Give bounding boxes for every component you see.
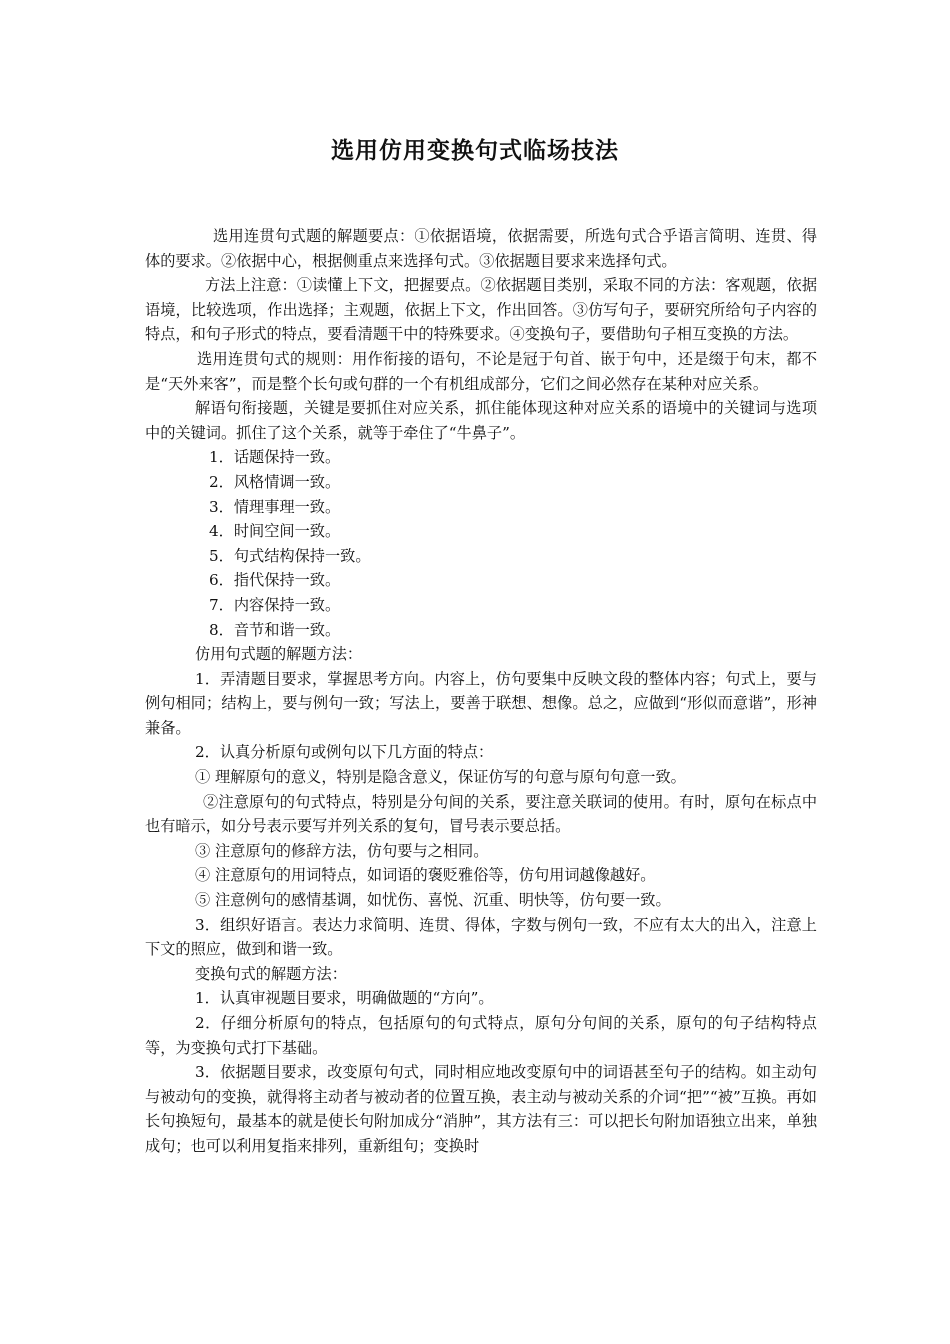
imitation-method-2: 2．认真分析原句或例句以下几方面的特点： xyxy=(195,743,494,762)
paragraph-coherence-rules: 选用连贯句式的规则：用作衔接的语句，不论是冠于句首、嵌于句中，还是缀于句末，都不是“天外来客”，而是整个长句或句群的一个有机组成部分，它们之间必然存在某种对应关系。 xyxy=(145,349,817,393)
document-title: 选用仿用变换句式临场技法 xyxy=(331,138,619,164)
imitation-method-3: 3．组织好语言。表达力求简明、连贯、得体，字数与例句一致，不应有太大的出入，注意上下文的照应，做到和谐一致。 xyxy=(145,915,817,959)
paragraph-method-notes: 方法上注意：①读懂上下文，把握要点。②依据题目类别，采取不同的方法：客观题，依据语境，比较选项，作出选择；主观题，依据上下文，作出回答。③仿写句子，要研究所给句子内容的特点，和句子形式的特点，要看清题干中的特殊要求。④变换句子，要借助句子相互变换的方法。 xyxy=(145,276,817,344)
transform-method-2: 2．仔细分析原句的特点，包括原句的句式特点，原句分句间的关系，原句的句子结构特点等，为变换句式打下基础。 xyxy=(145,1014,817,1057)
list-item: 2．风格情调一致。 xyxy=(209,472,341,491)
imitation-point-5: ⑤ 注意例句的感情基调，如忧伤、喜悦、沉重、明快等，仿句要一致。 xyxy=(195,891,671,910)
document-body xyxy=(145,224,817,1159)
rules-list xyxy=(145,445,817,642)
list-item: 7．内容保持一致。 xyxy=(209,595,341,614)
list-item: 8．音节和谐一致。 xyxy=(209,620,341,639)
transform-method-3: 3．依据题目要求，改变原句句式，同时相应地改变原句中的词语甚至句子的结构。如主动句与被动句的变换，就得将主动者与被动者的位置互换，表主动与被动关系的介词“把”“被”互换。再如长句换短句，最基本的就是使长句附加成分“消肿”，其方法有三：可以把长句附加语独立出来，单独成句；也可以利用复指来排列，重新组句；变换时 xyxy=(145,1063,817,1155)
list-item: 3．情理事理一致。 xyxy=(209,497,341,516)
imitation-point-2: ②注意原句的句式特点，特别是分句间的关系，要注意关联词的使用。有时，原句在标点中也有暗示，如分号表示要写并列关系的复句，冒号表示要总括。 xyxy=(145,792,817,836)
paragraph-cohesion-key: 解语句衔接题，关键是要抓住对应关系，抓住能体现这种对应关系的语境中的关键词与选项中的关键词。抓住了这个关系，就等于牵住了“牛鼻子”。 xyxy=(145,399,817,442)
transform-method-1: 1．认真审视题目要求，明确做题的“方向”。 xyxy=(195,989,494,1008)
list-item: 6．指代保持一致。 xyxy=(209,571,341,590)
imitation-heading: 仿用句式题的解题方法： xyxy=(195,645,363,664)
imitation-method-1: 1．弄清题目要求，掌握思考方向。内容上，仿句要集中反映文段的整体内容；句式上，要与例句相同；结构上，要与例句一致；写法上，要善于联想、想像。总之，应做到“形似而意谐”，形神兼备。 xyxy=(145,669,817,737)
imitation-point-1: ① 理解原句的意义，特别是隐含意义，保证仿写的句意与原句句意一致。 xyxy=(195,768,686,787)
paragraph-key-points: 选用连贯句式题的解题要点：①依据语境，依据需要，所选句式合乎语言简明、连贯、得体的要求。②依据中心，根据侧重点来选择句式。③依据题目要求来选择句式。 xyxy=(145,227,817,270)
imitation-point-4: ④ 注意原句的用词特点，如词语的褒贬雅俗等，仿句用词越像越好。 xyxy=(195,866,656,885)
imitation-point-3: ③ 注意原句的修辞方法，仿句要与之相同。 xyxy=(195,841,489,860)
list-item: 4．时间空间一致。 xyxy=(209,522,341,541)
list-item: 5．句式结构保持一致。 xyxy=(209,546,371,565)
list-item: 1．话题保持一致。 xyxy=(209,448,341,467)
transform-heading: 变换句式的解题方法： xyxy=(195,964,347,983)
